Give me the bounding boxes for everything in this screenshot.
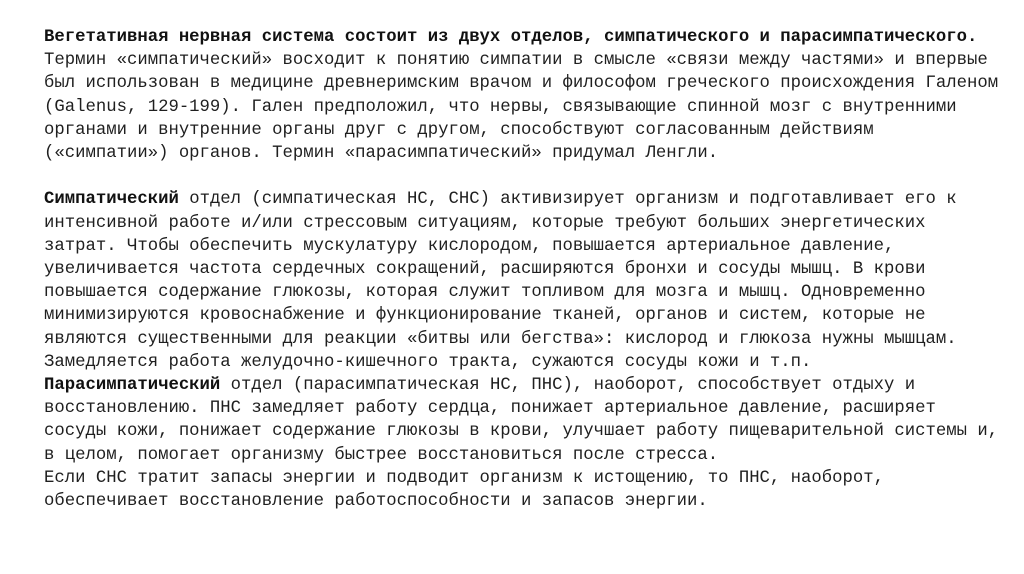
- paragraph-parasympathetic-bold: Парасимпатический: [44, 376, 221, 396]
- paragraph-sympathetic: [44, 188, 1004, 374]
- paragraph-sympathetic-text: отдел (симпатическая НС, СНС) активизирует организм и подготавливает его к интенсивной работе и/или стрессовым ситуациям, которые требуют больших энергетических затрат. Чтобы обеспечить мускулатуру кислородом, повышается артериальное давление, увеличивается частота сердечных сокращений, расширяются бронхи и сосуды мышц. В крови повышается содержание глюкозы, которая служит топливом для мозга и мышц. Одновременно минимизируются кровоснабжение и функционирование тканей, органов и систем, которые не являются существенными для реакции «битвы или бегства»: кислород и глюкоза нужны мышцам. Замедляется работа желудочно-кишечного тракта, сужаются сосуды кожи и т.п.: [44, 190, 957, 372]
- document-page: [44, 26, 1004, 513]
- paragraph-sympathetic-bold: Симпатический: [44, 190, 179, 210]
- paragraph-parasympathetic: [44, 374, 1004, 467]
- paragraph-spacer: [44, 165, 1004, 188]
- paragraph-conclusion: [44, 467, 1004, 513]
- paragraph-parasympathetic-text: отдел (парасимпатическая НС, ПНС), наоборот, способствует отдыху и восстановлению. ПНС замедляет работу сердца, понижает артериальное давление, расширяет сосуды кожи, понижает содержание глюкозы в крови, улучшает работу пищеварительной системы и, в целом, помогает организму быстрее восстановиться после стресса.: [44, 376, 999, 465]
- paragraph-intro-text: Термин «симпатический» восходит к понятию симпатии в смысле «связи между частями» и впервые был использован в медицине древнеримским врачом и философом греческого происхождения Галеном (Galenus, 129-199). Гален предположил, что нервы, связывающие спинной мозг с внутренними органами и внутренние органы друг с другом, способствуют согласованным действиям («симпатии») органов. Термин «парасимпатический» придумал Ленгли.: [44, 51, 999, 164]
- paragraph-intro-bold: Вегетативная нервная система состоит из двух отделов, симпатического и парасимпатического.: [44, 28, 978, 47]
- paragraph-intro: [44, 26, 1004, 165]
- paragraph-conclusion-text: Если СНС тратит запасы энергии и подводит организм к истощению, то ПНС, наоборот, обеспечивает восстановление работоспособности и запасов энергии.: [44, 468, 885, 512]
